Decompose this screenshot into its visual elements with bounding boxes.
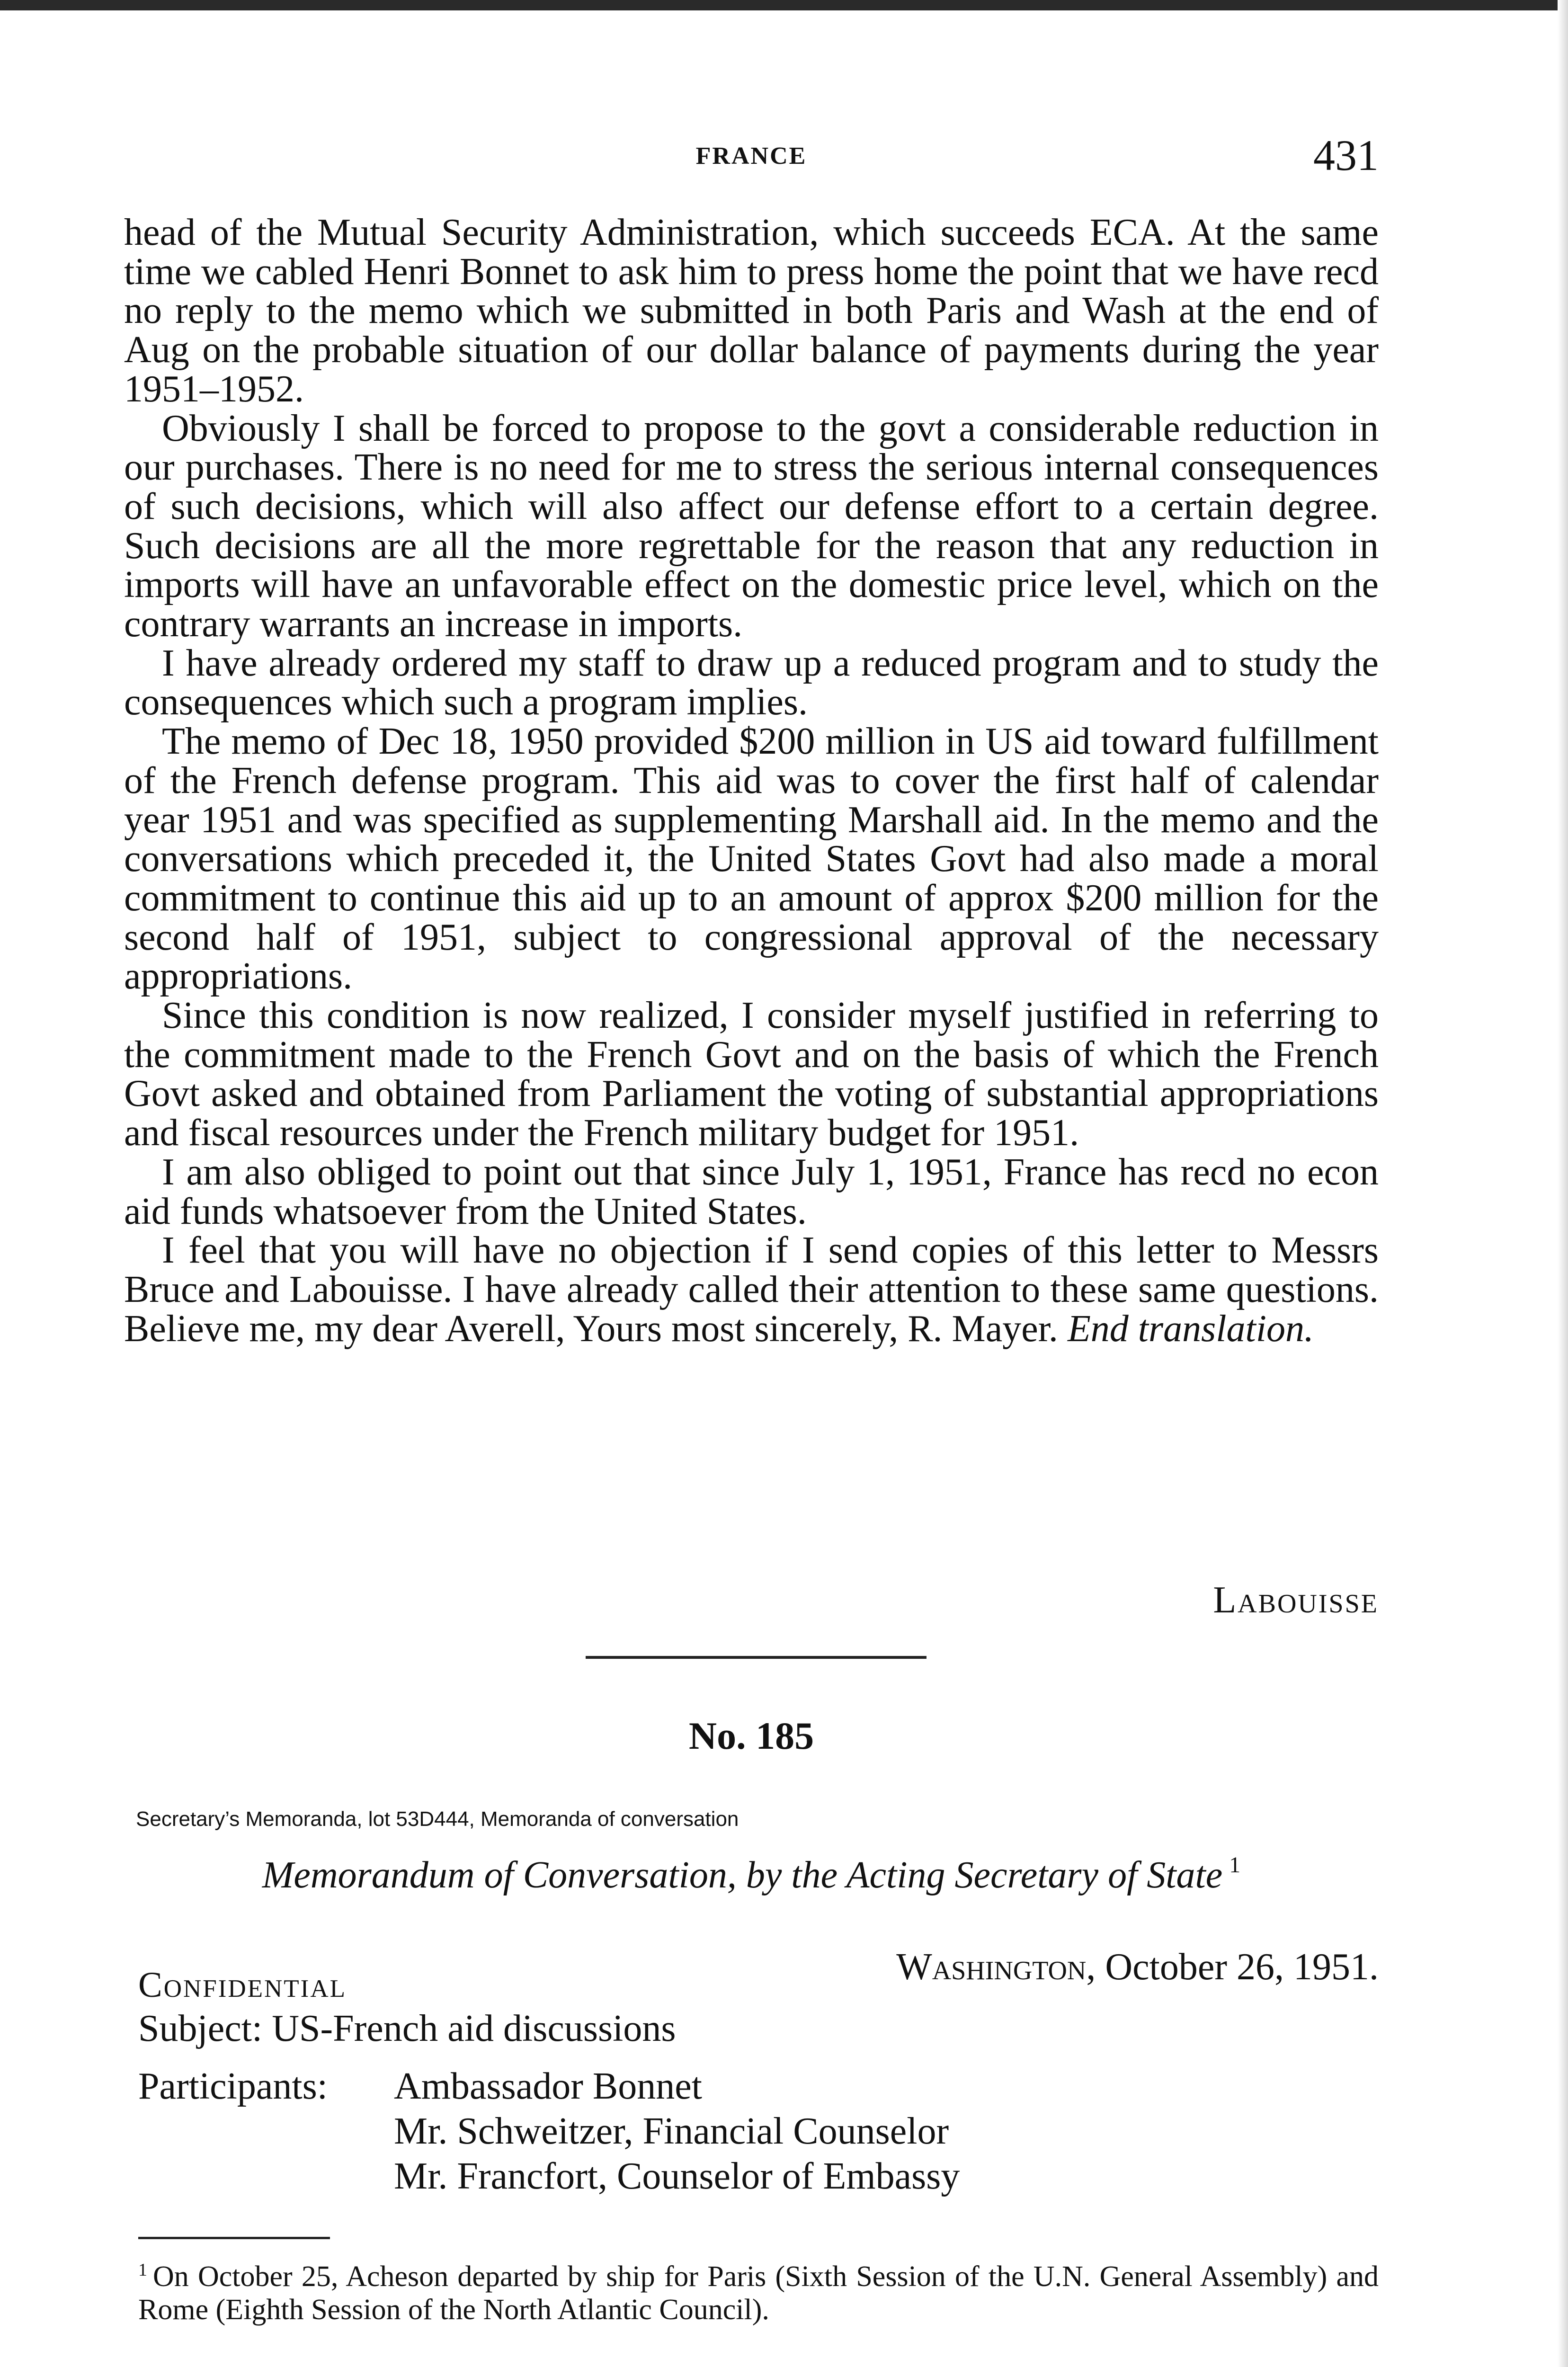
paragraph: head of the Mutual Security Administration, which succeeds ECA. At the same time we cabled Henri Bonnet to ask him to press home the point that we have recd no reply to the memo which we submitted in both Paris and Wash at the end of Aug on the probable situation of our dollar balance of payments during the year 1951–1952. bbox=[124, 212, 1379, 410]
participants-list bbox=[394, 2064, 960, 2199]
signature bbox=[1213, 1579, 1379, 1622]
running-head-title: FRANCE bbox=[695, 142, 807, 169]
subject-text: US-French aid discussions bbox=[272, 2008, 676, 2049]
letter-body bbox=[124, 213, 1379, 1348]
closing-text: I feel that you will have no objection if I send copies of this letter to Messrs Bruce and Labouisse. I have already called their attention to these same questions. Believe me, my dear Averell, Yours most sincerely, R. Mayer. bbox=[124, 1229, 1379, 1350]
end-translation-note: End translation. bbox=[1067, 1308, 1314, 1350]
place: Washington bbox=[896, 1946, 1087, 1988]
document-title bbox=[124, 1852, 1379, 1897]
subject-label: Subject: bbox=[138, 2008, 263, 2049]
date: October 26, 1951. bbox=[1105, 1946, 1379, 1988]
subject-line bbox=[138, 2007, 676, 2050]
footnote-reference: 1 bbox=[1229, 1852, 1241, 1878]
top-scan-border bbox=[0, 0, 1568, 10]
footnote-rule bbox=[138, 2237, 330, 2239]
document-number: No. 185 bbox=[688, 1714, 814, 1757]
closing-paragraph bbox=[124, 1231, 1379, 1348]
footnote-text: On October 25, Acheson departed by ship for Paris (Sixth Session of the U.N. General Assembly) and Rome (Eighth Session of the North Atlantic Council). bbox=[138, 2260, 1379, 2326]
paragraph: I am also obliged to point out that since July 1, 1951, France has recd no econ aid funds whatsoever from the United States. bbox=[124, 1151, 1379, 1232]
paragraph: Obviously I shall be forced to propose to the govt a considerable reduction in our purchases. There is no need for me to stress the serious internal consequences of such decisions, which will also affect our defense effort to a certain degree. Such decisions are all the more regrettable for the reason that any reduction in imports will have an unfavorable effect on the domestic price level, which on the contrary warrants an increase in imports. bbox=[124, 407, 1379, 645]
running-head bbox=[124, 130, 1379, 187]
classification-label bbox=[138, 1965, 347, 2006]
signature-name: Labouisse bbox=[1213, 1579, 1379, 1621]
paragraph: The memo of Dec 18, 1950 provided $200 million in US aid toward fulfillment of the French defense program. This aid was to cover the first half of calendar year 1951 and was specified as supplementing Marshall aid. In the memo and the conversations which preceded it, the United States Govt had also made a moral commitment to continue this aid up to an amount of approx $200 million for the second half of 1951, subject to congressional approval of the necessary appropriations. bbox=[124, 721, 1379, 997]
footnote-mark: 1 bbox=[138, 2260, 147, 2280]
participant: Mr. Schweitzer, Financial Counselor bbox=[394, 2110, 949, 2152]
section-divider bbox=[586, 1656, 927, 1659]
right-scan-edge bbox=[1558, 0, 1568, 2367]
participants-label: Participants: bbox=[138, 2065, 328, 2107]
participant: Ambassador Bonnet bbox=[394, 2065, 703, 2107]
page-number: 431 bbox=[1313, 131, 1379, 179]
source-note: Secretary’s Memoranda, lot 53D444, Memoranda of conversation bbox=[136, 1807, 739, 1831]
participant: Mr. Francfort, Counselor of Embassy bbox=[394, 2155, 960, 2197]
paragraph: I have already ordered my staff to draw up a reduced program and to study the consequences which such a program implies. bbox=[124, 642, 1379, 723]
place-date-line: Washington, October 26, 1951. bbox=[896, 1946, 1379, 1988]
document-title-text: Memorandum of Conversation, by the Acting Secretary of State bbox=[262, 1854, 1223, 1896]
classification-text: Confidential bbox=[138, 1965, 347, 2005]
footnote bbox=[138, 2253, 1379, 2326]
paragraph: Since this condition is now realized, I consider myself justified in referring to the commitment made to the French Govt and on the basis of which the French Govt asked and obtained from Parliament the voting of substantial appropriations and fiscal resources under the French military budget for 1951. bbox=[124, 995, 1379, 1154]
